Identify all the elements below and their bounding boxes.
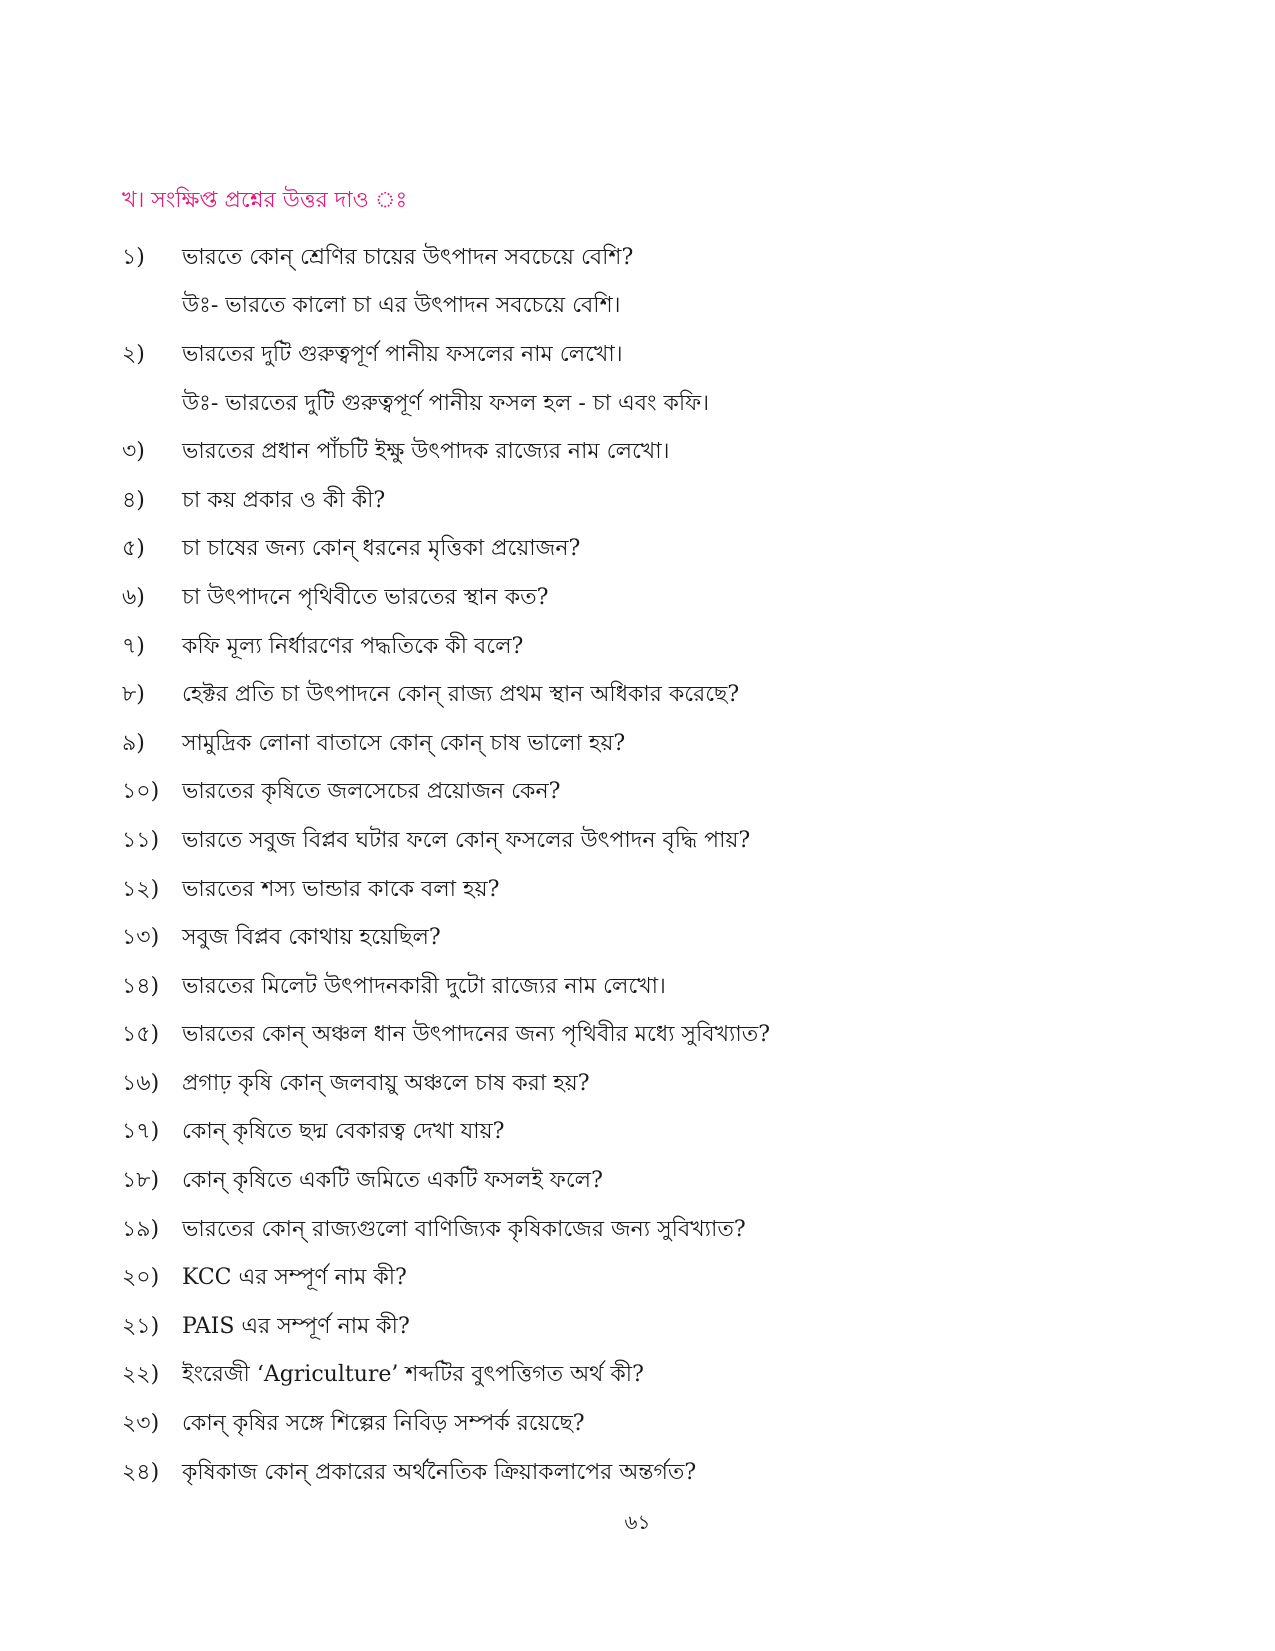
question-24 (122, 1449, 1122, 1498)
question-number: ১৫) (122, 1022, 160, 1048)
question-number: ১৪) (122, 973, 160, 999)
question-17 (122, 1109, 1122, 1158)
question-number: ২) (122, 341, 145, 367)
answer-1 (122, 283, 1122, 332)
question-text: ভারতের কৃষিতে জলসেচের প্রয়োজন কেন? (182, 779, 561, 805)
question-13 (122, 914, 1122, 963)
question-text: KCC এর সম্পূর্ণ নাম কী? (182, 1265, 407, 1291)
question-number: ১) (122, 244, 145, 270)
question-23 (122, 1400, 1122, 1449)
question-5 (122, 526, 1122, 575)
question-text: ভারতের শস্য ভান্ডার কাকে বলা হয়? (182, 876, 500, 902)
question-number: ২৩) (122, 1411, 160, 1437)
question-text: হেক্টর প্রতি চা উৎপাদনে কোন্ রাজ্য প্রথম স্থান অধিকার করেছে? (182, 682, 740, 708)
question-text: ভারতের দুটি গুরুত্বপূর্ণ পানীয় ফসলের নাম লেখো। (182, 341, 623, 367)
question-18 (122, 1157, 1122, 1206)
question-8 (122, 671, 1122, 720)
question-3 (122, 428, 1122, 477)
question-text: ভারতের প্রধান পাঁচটি ইক্ষু উৎপাদক রাজ্যের নাম লেখো। (182, 439, 670, 465)
question-number: ১৭) (122, 1119, 160, 1145)
question-text: প্রগাঢ় কৃষি কোন্ জলবায়ু অঞ্চলে চাষ করা হয়? (182, 1070, 590, 1096)
section-heading: খ। সংক্ষিপ্ত প্রশ্নের উত্তর দাও ঃ (122, 188, 408, 213)
question-text: চা উৎপাদনে পৃথিবীতে ভারতের স্থান কত? (182, 584, 549, 610)
answer-text: উঃ- ভারতের দুটি গুরুত্বপূর্ণ পানীয় ফসল হল - চা এবং কফি। (182, 390, 710, 416)
question-2 (122, 331, 1122, 380)
question-number: ১০) (122, 779, 160, 805)
question-list (122, 234, 1122, 1497)
question-number: ২৪) (122, 1459, 160, 1485)
question-text: ইংরেজী ‘Agriculture’ শব্দটির বুৎপত্তিগত অর্থ কী? (182, 1362, 644, 1388)
question-text: চা কয় প্রকার ও কী কী? (182, 487, 386, 513)
question-text: ভারতের কোন্ রাজ্যগুলো বাণিজ্যিক কৃষিকাজের জন্য সুবিখ্যাত? (182, 1216, 746, 1242)
page-number: ৬১ (624, 1510, 651, 1534)
question-text: কোন্ কৃষিতে একটি জমিতে একটি ফসলই ফলে? (182, 1168, 603, 1194)
question-20 (122, 1254, 1122, 1303)
question-number: ৩) (122, 439, 145, 465)
question-number: ৭) (122, 633, 145, 659)
question-text: PAIS এর সম্পূর্ণ নাম কী? (182, 1313, 410, 1339)
question-number: ২২) (122, 1362, 160, 1388)
question-text: ভারতে কোন্ শ্রেণির চায়ের উৎপাদন সবচেয়ে বেশি? (182, 244, 634, 270)
question-7 (122, 623, 1122, 672)
question-number: ৮) (122, 682, 145, 708)
answer-2 (122, 380, 1122, 429)
question-12 (122, 866, 1122, 915)
question-text: ভারতের মিলেট উৎপাদনকারী দুটো রাজ্যের নাম লেখো। (182, 973, 666, 999)
question-9 (122, 720, 1122, 769)
question-14 (122, 963, 1122, 1012)
question-number: ৬) (122, 584, 145, 610)
question-number: ১৯) (122, 1216, 160, 1242)
question-text: কৃষিকাজ কোন্ প্রকারের অর্থনৈতিক ক্রিয়াকলাপের অন্তর্গত? (182, 1459, 697, 1485)
question-number: ২০) (122, 1265, 160, 1291)
question-21 (122, 1303, 1122, 1352)
question-number: ১৩) (122, 925, 160, 951)
question-number: ২১) (122, 1313, 160, 1339)
answer-text: উঃ- ভারতে কালো চা এর উৎপাদন সবচেয়ে বেশি। (182, 293, 621, 319)
question-10 (122, 769, 1122, 818)
question-text: কোন্ কৃষিতে ছদ্ম বেকারত্ব দেখা যায়? (182, 1119, 505, 1145)
question-number: ১২) (122, 876, 160, 902)
question-text: ভারতের কোন্ অঞ্চল ধান উৎপাদনের জন্য পৃথিবীর মধ্যে সুবিখ্যাত? (182, 1022, 771, 1048)
question-16 (122, 1060, 1122, 1109)
question-text: চা চাষের জন্য কোন্ ধরনের মৃত্তিকা প্রয়োজন? (182, 536, 581, 562)
question-number: ৫) (122, 536, 145, 562)
question-22 (122, 1352, 1122, 1401)
question-number: ১৬) (122, 1070, 160, 1096)
question-1 (122, 234, 1122, 283)
question-number: ৪) (122, 487, 145, 513)
question-text: ভারতে সবুজ বিপ্লব ঘটার ফলে কোন্ ফসলের উৎপাদন বৃদ্ধি পায়? (182, 827, 751, 853)
question-number: ৯) (122, 730, 145, 756)
question-text: কফি মূল্য নির্ধারণের পদ্ধতিকে কী বলে? (182, 633, 524, 659)
question-number: ১১) (122, 827, 160, 853)
question-text: সবুজ বিপ্লব কোথায় হয়েছিল? (182, 925, 441, 951)
question-text: কোন্ কৃষির সঙ্গে শিল্পের নিবিড় সম্পর্ক রয়েছে? (182, 1411, 585, 1437)
question-number: ১৮) (122, 1168, 160, 1194)
question-text: সামুদ্রিক লোনা বাতাসে কোন্ কোন্ চাষ ভালো হয়? (182, 730, 626, 756)
question-11 (122, 817, 1122, 866)
question-15 (122, 1012, 1122, 1061)
question-4 (122, 477, 1122, 526)
question-6 (122, 574, 1122, 623)
question-19 (122, 1206, 1122, 1255)
